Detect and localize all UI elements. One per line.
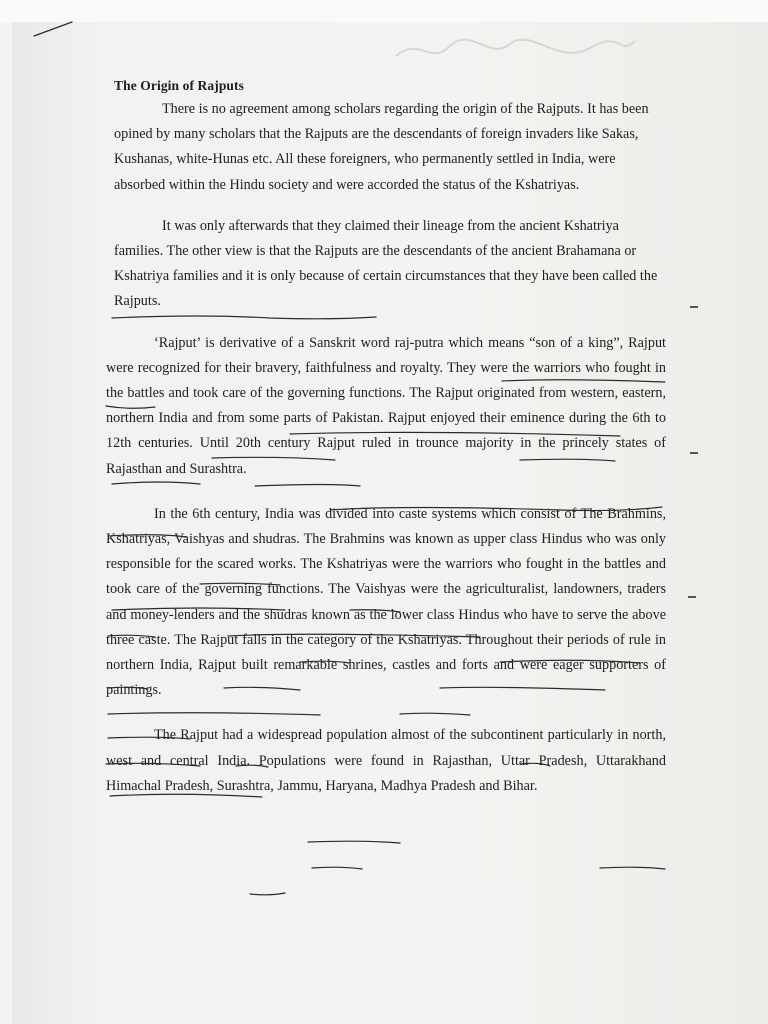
document-title: The Origin of Rajputs — [114, 78, 244, 93]
paragraph-5: The Rajput had a widespread population almost of the subcontinent particularly in north, west and central India. Populations were found in Rajasthan, Uttar Pradesh, Uttarakhand Himachal Pradesh, Surashtra, Jammu, Haryana, Madhya Pradesh and Bihar. — [106, 727, 666, 794]
paragraph-3: ‘Rajput’ is derivative of a Sanskrit word raj-putra which means “son of a king”, Rajput were recognized for their bravery, faithfulness and royalty. They were the warriors who fought in the battles and took care of the governing functions. The Rajput originated from western, eastern, northern India and from some parts of Pakistan. Rajput enjoyed their eminence during the 6th to 12th centuries. Until 20th century Rajput ruled in trounce majority in the princely states of Rajasthan and Surashtra. — [106, 334, 666, 477]
margin-mark — [690, 306, 698, 308]
paragraph-4: In the 6th century, India was divided into caste systems which consist of The Brahmins, Kshatriyas, Vaishyas and shudras. The Brahmins was known as upper class Hindus who was only responsible for the scared works. The Kshatriyas were the warriors who fought in the battles and took care of the governing functions. The Vaishyas were the agriculturalist, landowners, traders and money-lenders and the shudras known as the lower class Hindus who have to serve the above three caste. The Rajput falls in the category of the Kshatriyas. Throughout their periods of rule in northern India, Rajput built remarkable shrines, castles and forts and were eager supporters of paintings. — [106, 505, 666, 699]
margin-mark — [688, 596, 696, 598]
paragraph-2: It was only afterwards that they claimed their lineage from the ancient Kshatriya families. The other view is that the Rajputs are the descendants of the ancient Brahamana or Kshatriya families and it is only because of certain circumstances that they have been called the Rajputs. — [114, 217, 658, 310]
paragraph-1: There is no agreement among scholars regarding the origin of the Rajputs. It has been opined by many scholars that the Rajputs are the descendants of foreign invaders like Sakas, Kushanas, white-Hunas etc. All these foreigners, who permanently settled in India, were absorbed within the Hindu society and were accorded the status of the Kshatriyas. — [114, 101, 649, 193]
margin-mark — [690, 452, 698, 454]
